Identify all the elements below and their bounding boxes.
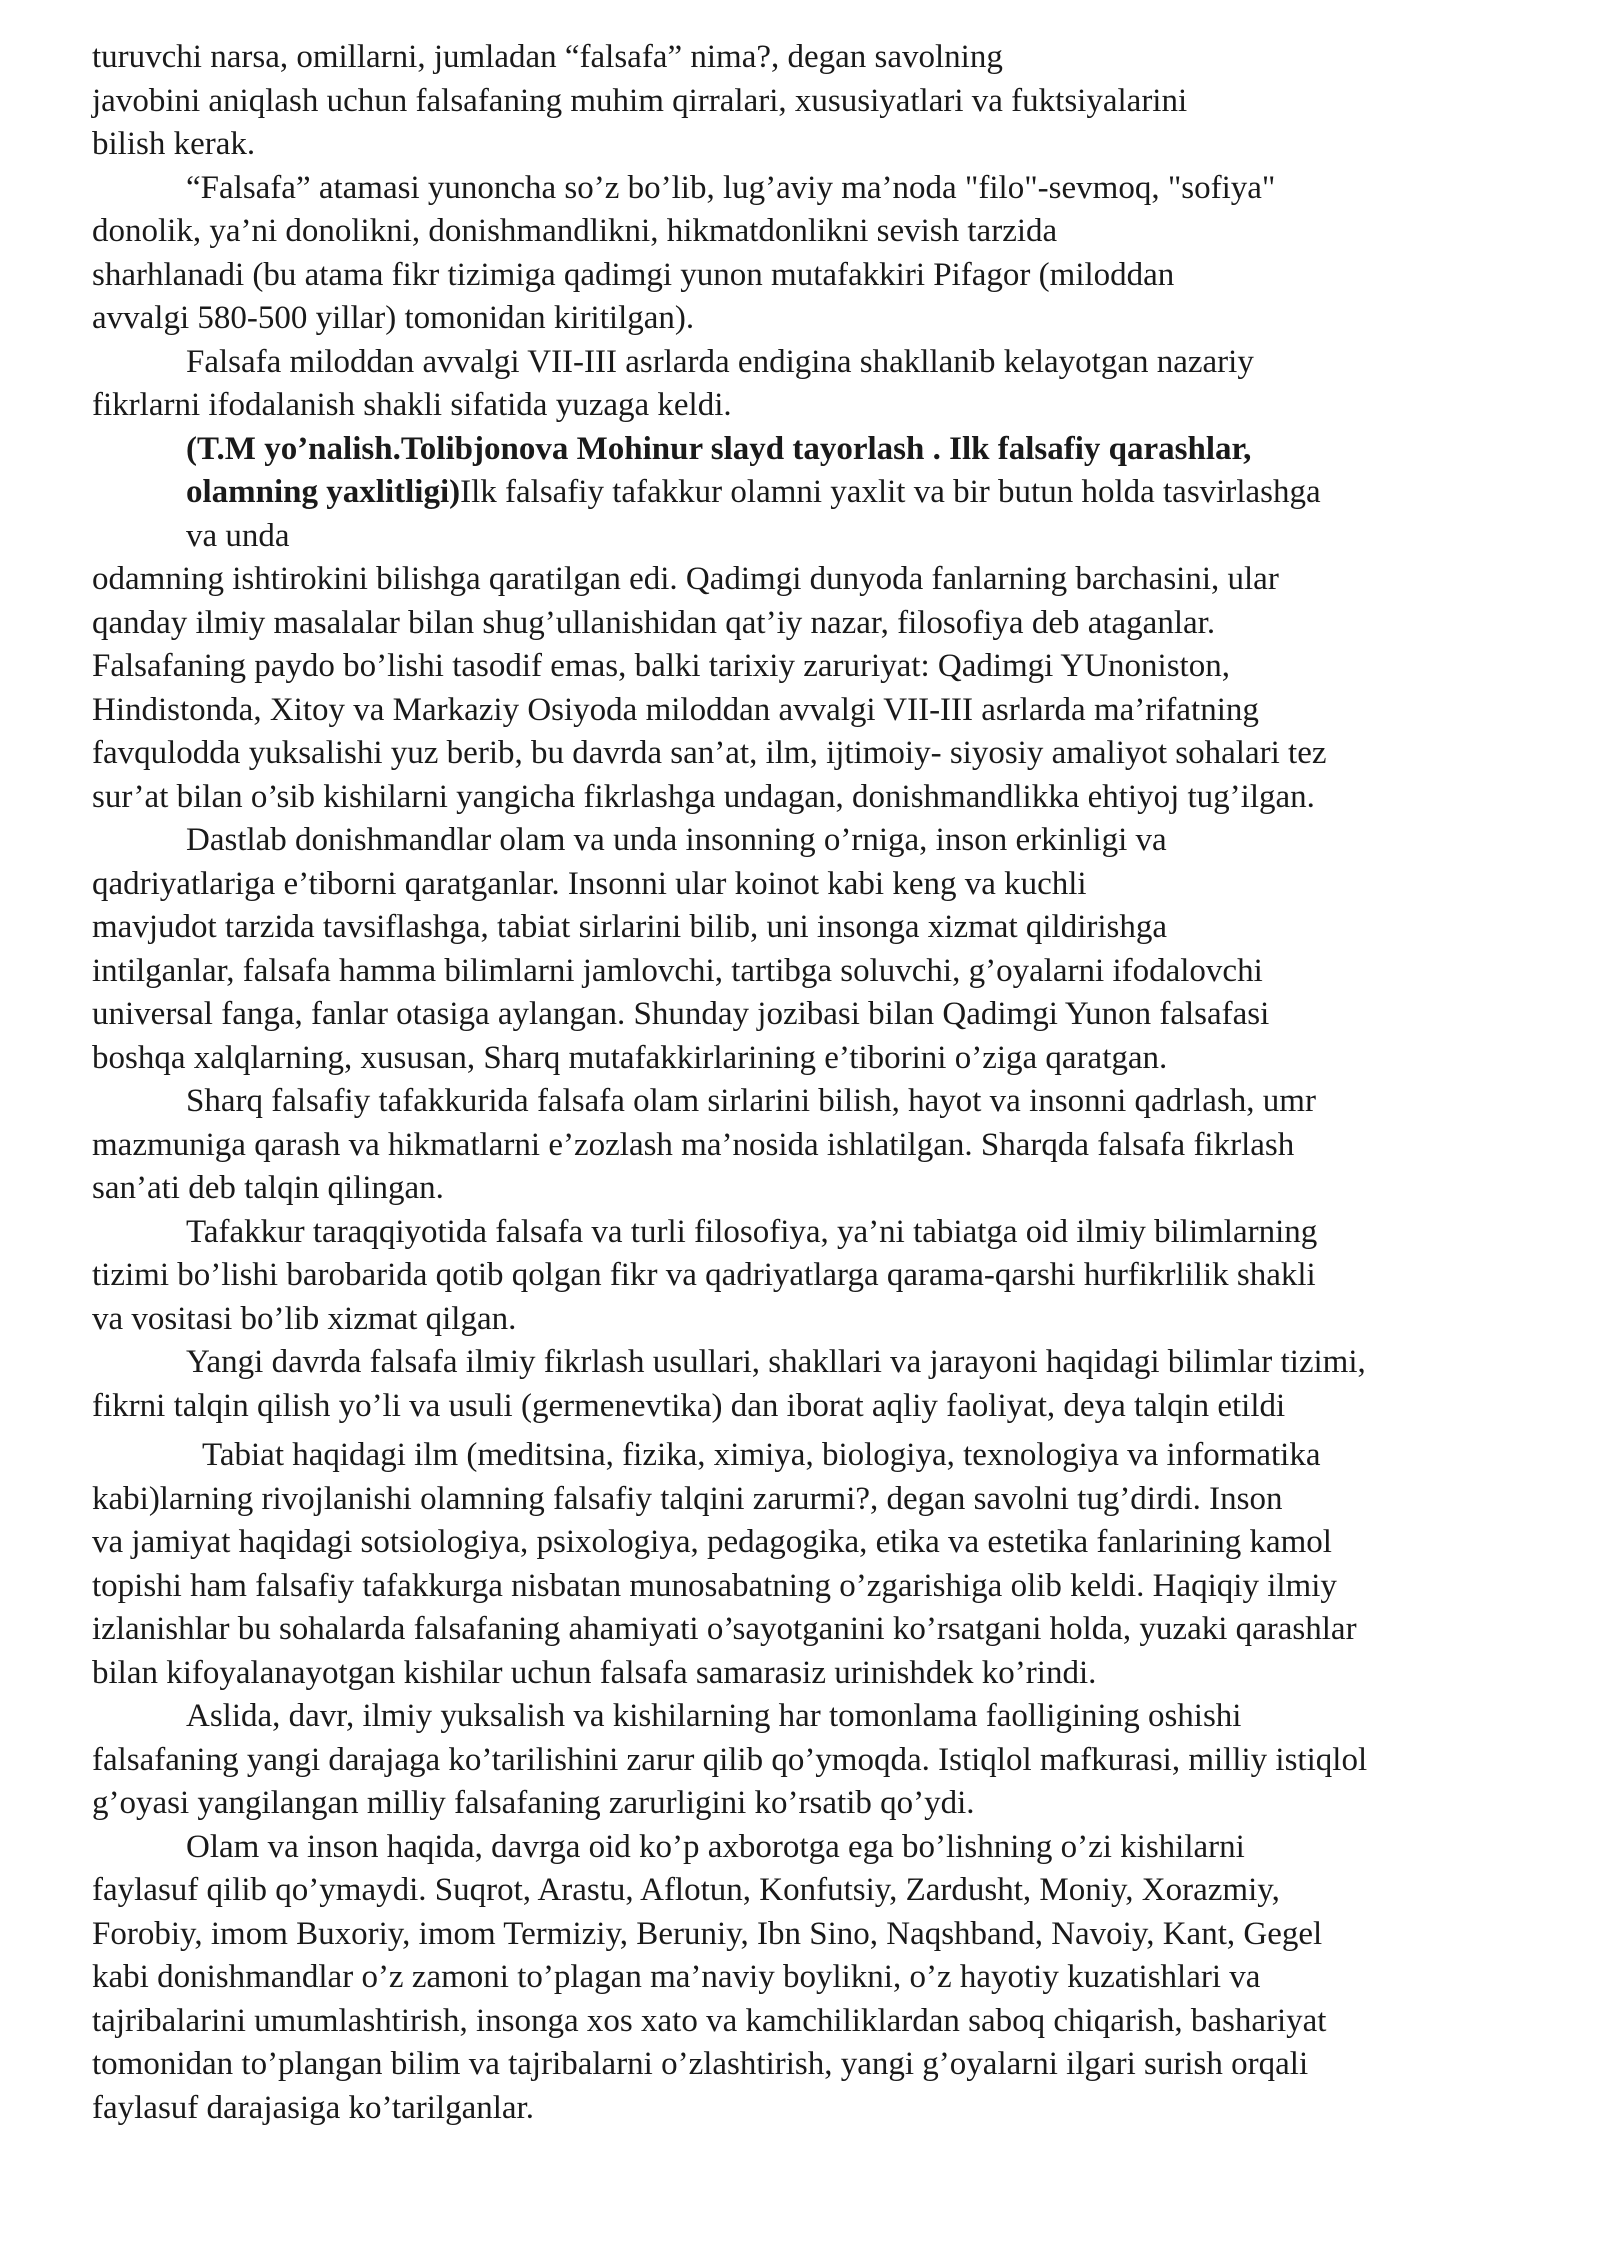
- text-line: Olam va inson haqida, davrga oid ko’p axborotga ega bo’lishning o’zi kishilarni: [186, 1828, 1245, 1865]
- text-line: bilan kifoyalanayotgan kishilar uchun falsafa samarasiz urinishdek ko’rindi.: [92, 1654, 1097, 1691]
- text-line: fikrlarni ifodalanish shakli sifatida yuzaga keldi.: [92, 387, 732, 423]
- paragraph-9: [92, 1341, 1556, 1428]
- text-line: favqulodda yuksalishi yuz berib, bu davrda san’at, ilm, ijtimoiy- siyosiy amaliyot sohalari tez: [92, 735, 1327, 771]
- text-line: izlanishlar bu sohalarda falsafaning ahamiyati o’sayotganini ko’rsatgani holda, yuzaki qarashlar: [92, 1611, 1357, 1647]
- text-line: Dastlab donishmandlar olam va unda insonning o’rniga, inson erkinligi va: [186, 822, 1167, 858]
- bold-heading: (T.M yo’nalish.Tolibjonova Mohinur slayd tayorlash . Ilk falsafiy qarashlar,: [186, 430, 1252, 467]
- text-line: mazmuniga qarash va hikmatlarni e’zozlash ma’nosida ishlatilgan. Sharqda falsafa fikrlash: [92, 1126, 1295, 1163]
- paragraph-8: [92, 1211, 1556, 1342]
- text-line: san’ati deb talqin qilingan.: [92, 1170, 444, 1206]
- paragraph-12: [92, 1826, 1556, 2131]
- text-line: turuvchi narsa, omillarni, jumladan “falsafa” nima?, degan savolning: [92, 39, 1003, 75]
- paragraph-6: [92, 819, 1556, 1080]
- body-text: Ilk falsafiy tafakkur olamni yaxlit va bir butun holda tasvirlashga: [460, 474, 1321, 510]
- text-line: Falsafa miloddan avvalgi VII-III asrlarda endigina shakllanib kelayotgan nazariy: [186, 343, 1254, 380]
- text-line: “Falsafa” atamasi yunoncha so’z bo’lib, lug’aviy ma’noda "filo"-sevmoq, "sofiya": [186, 169, 1276, 206]
- text-line: Aslida, davr, ilmiy yuksalish va kishilarning har tomonlama faolligining oshishi: [186, 1698, 1242, 1734]
- text-line: javobini aniqlash uchun falsafaning muhim qirralari, xususiyatlari va fuktsiyalarini: [92, 82, 1188, 119]
- paragraph-1: [92, 36, 1556, 167]
- text-line: faylasuf darajasiga ko’tarilganlar.: [92, 2089, 534, 2126]
- text-line: [92, 471, 1556, 515]
- text-line: universal fanga, fanlar otasiga aylangan. Shunday jozibasi bilan Qadimgi Yunon falsafasi: [92, 996, 1270, 1032]
- text-line: Falsafaning paydo bo’lishi tasodif emas, balki tarixiy zaruriyat: Qadimgi YUnoniston,: [92, 648, 1230, 684]
- text-line: topishi ham falsafiy tafakkurga nisbatan munosabatning o’zgarishiga olib keldi. Haqiqiy ilmiy: [92, 1567, 1337, 1604]
- paragraph-3: [92, 341, 1556, 428]
- text-line: va unda: [186, 517, 290, 554]
- text-line: fikrni talqin qilish yo’li va usuli (germenevtika) dan iborat aqliy faoliyat, deya talqin etildi: [92, 1387, 1286, 1424]
- text-line: [92, 428, 1556, 472]
- text-line: tomonidan to’plangan bilim va tajribalarni o’zlashtirish, yangi g’oyalarni ilgari surish orqali: [92, 2046, 1309, 2082]
- text-line: Forobiy, imom Buxoriy, imom Termiziy, Beruniy, Ibn Sino, Naqshband, Navoiy, Kant, Gegel: [92, 1915, 1323, 1952]
- text-line: Yangi davrda falsafa ilmiy fikrlash usullari, shakllari va jarayoni haqidagi bilimlar tizimi,: [186, 1344, 1366, 1380]
- paragraph-2: [92, 167, 1556, 341]
- text-line: mavjudot tarzida tavsiflashga, tabiat sirlarini bilib, uni insonga xizmat qildirishga: [92, 909, 1168, 945]
- text-line: odamning ishtirokini bilishga qaratilgan edi. Qadimgi dunyoda fanlarning barchasini, ular: [92, 561, 1279, 597]
- text-line: intilganlar, falsafa hamma bilimlarni jamlovchi, tartibga soluvchi, g’oyalarni ifodalovchi: [92, 952, 1263, 989]
- text-line: Sharq falsafiy tafakkurida falsafa olam sirlarini bilish, hayot va insonni qadrlash, umr: [186, 1083, 1316, 1119]
- text-line: boshqa xalqlarning, xususan, Sharq mutafakkirlarining e’tiborini o’ziga qaratgan.: [92, 1039, 1168, 1076]
- text-line: sharhlanadi (bu atama fikr tizimiga qadimgi yunon mutafakkiri Pifagor (miloddan: [92, 256, 1175, 293]
- paragraph-7: [92, 1080, 1556, 1211]
- text-line: kabi)larning rivojlanishi olamning falsafiy talqini zarurmi?, degan savolni tug’dirdi. Inson: [92, 1480, 1283, 1517]
- bold-heading: olamning yaxlitligi): [186, 474, 461, 510]
- paragraph-10: [92, 1434, 1556, 1695]
- text-line: Tabiat haqidagi ilm (meditsina, fizika, ximiya, biologiya, texnologiya va informatika: [202, 1437, 1321, 1473]
- text-line: qadriyatlariga e’tiborni qaratganlar. Insonni ular koinot kabi keng va kuchli: [92, 865, 1087, 902]
- text-line: Hindistonda, Xitoy va Markaziy Osiyoda miloddan avvalgi VII-III asrlarda ma’rifatning: [92, 691, 1259, 728]
- text-line: va vositasi bo’lib xizmat qilgan.: [92, 1300, 517, 1337]
- paragraph-5: [92, 558, 1556, 819]
- text-line: donolik, ya’ni donolikni, donishmandlikni, hikmatdonlikni sevish tarzida: [92, 213, 1058, 249]
- paragraph-11: [92, 1695, 1556, 1826]
- text-line: sur’at bilan o’sib kishilarni yangicha fikrlashga undagan, donishmandlikka ehtiyoj tug’ilgan.: [92, 778, 1315, 815]
- text-line: Tafakkur taraqqiyotida falsafa va turli filosofiya, ya’ni tabiatga oid ilmiy bilimlarning: [186, 1213, 1318, 1250]
- text-line: faylasuf qilib qo’ymaydi. Suqrot, Arastu, Aflotun, Konfutsiy, Zardusht, Moniy, Xorazmiy,: [92, 1872, 1280, 1908]
- text-line: avvalgi 580-500 yillar) tomonidan kiritilgan).: [92, 300, 695, 336]
- text-line: g’oyasi yangilangan milliy falsafaning zarurligini ko’rsatib qo’ydi.: [92, 1785, 975, 1821]
- text-line: bilish kerak.: [92, 126, 256, 162]
- text-line: tizimi bo’lishi barobarida qotib qolgan fikr va qadriyatlarga qarama-qarshi hurfikrlilik shakli: [92, 1257, 1316, 1293]
- text-line: tajribalarini umumlashtirish, insonga xos xato va kamchiliklardan saboq chiqarish, bashariyat: [92, 2002, 1327, 2039]
- text-line: kabi donishmandlar o’z zamoni to’plagan ma’naviy boylikni, o’z hayotiy kuzatishlari va: [92, 1959, 1261, 1995]
- text-line: va jamiyat haqidagi sotsiologiya, psixologiya, pedagogika, etika va estetika fanlarining kamol: [92, 1524, 1332, 1560]
- paragraph-4: [92, 428, 1556, 559]
- text-line: falsafaning yangi darajaga ko’tarilishini zarur qilib qo’ymoqda. Istiqlol mafkurasi, milliy istiqlol: [92, 1741, 1368, 1778]
- text-line: qanday ilmiy masalalar bilan shug’ullanishidan qat’iy nazar, filosofiya deb ataganlar.: [92, 604, 1216, 641]
- document-page: [92, 36, 1556, 2130]
